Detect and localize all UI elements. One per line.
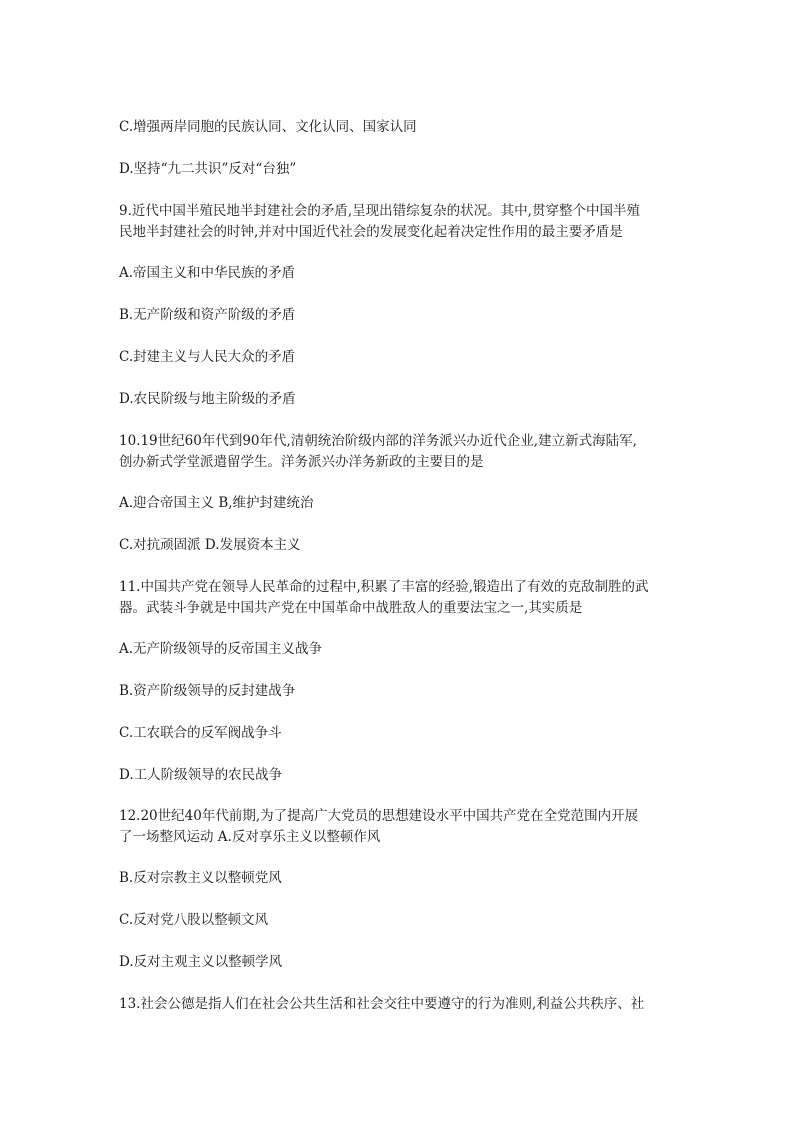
question-11-line-1: 11.中国共产党在领导人民革命的过程中,积累了丰富的经验,锻造出了有效的克敌制胜的武 — [119, 579, 649, 595]
question-10-line-1: 10.19世纪60年代到90年代,清朝统治阶级内部的洋务派兴办近代企业,建立新式海陆军, — [119, 433, 637, 449]
option-d-q11: D.工人阶级领导的农民战争 — [119, 767, 283, 783]
option-c-q12: C.反对党八股以整顿文风 — [119, 912, 269, 928]
question-9-line-2: 民地半封建社会的时钟,并对中国近代社会的发展变化起着决定性作用的最主要矛盾是 — [119, 224, 623, 240]
option-a-q11: A.无产阶级领导的反帝国主义战争 — [119, 641, 323, 657]
option-c-q9: C.封建主义与人民大众的矛盾 — [119, 349, 296, 365]
option-b-q9: B.无产阶级和资产阶级的矛盾 — [119, 307, 296, 323]
option-d-q9: D.农民阶级与地主阶级的矛盾 — [119, 391, 296, 407]
option-b-q12: B.反对宗教主义以整顿党风 — [119, 870, 282, 886]
option-c-q8: C.增强两岸同胞的民族认同、文化认同、国家认同 — [119, 119, 417, 135]
option-a-q9: A.帝国主义和中华民族的矛盾 — [119, 265, 296, 281]
question-12-line-2: 了一场整风运动 A.反对享乐主义以整顿作风 — [119, 829, 381, 845]
option-d-q8: D.坚持“九二共识”反对“台独” — [119, 161, 297, 177]
options-ab-q10: A.迎合帝国主义 B,维护封建统治 — [119, 495, 314, 511]
options-cd-q10: C.对抗顽固派 D.发展资本主义 — [119, 537, 301, 553]
question-9-line-1: 9.近代中国半殖民地半封建社会的矛盾,呈现出错综复杂的状况。其中,贯穿整个中国半殖 — [119, 203, 640, 219]
option-c-q11: C.工农联合的反军阀战争斗 — [119, 725, 282, 741]
option-d-q12: D.反对主观主义以整顿学风 — [119, 954, 283, 970]
question-12-line-1: 12.20世纪40年代前期,为了提高广大党员的思想建设水平中国共产党在全党范围内开展 — [119, 808, 639, 824]
question-13-line-1: 13.社会公德是指人们在社会公共生活和社会交往中要遵守的行为准则,利益公共秩序、社 — [119, 996, 645, 1012]
question-10-line-2: 创办新式学堂派遣留学生。洋务派兴办洋务新政的主要目的是 — [119, 454, 484, 470]
question-11-line-2: 器。武装斗争就是中国共产党在中国革命中战胜敌人的重要法宝之一,其实质是 — [119, 600, 583, 616]
option-b-q11: B.资产阶级领导的反封建战争 — [119, 683, 296, 699]
